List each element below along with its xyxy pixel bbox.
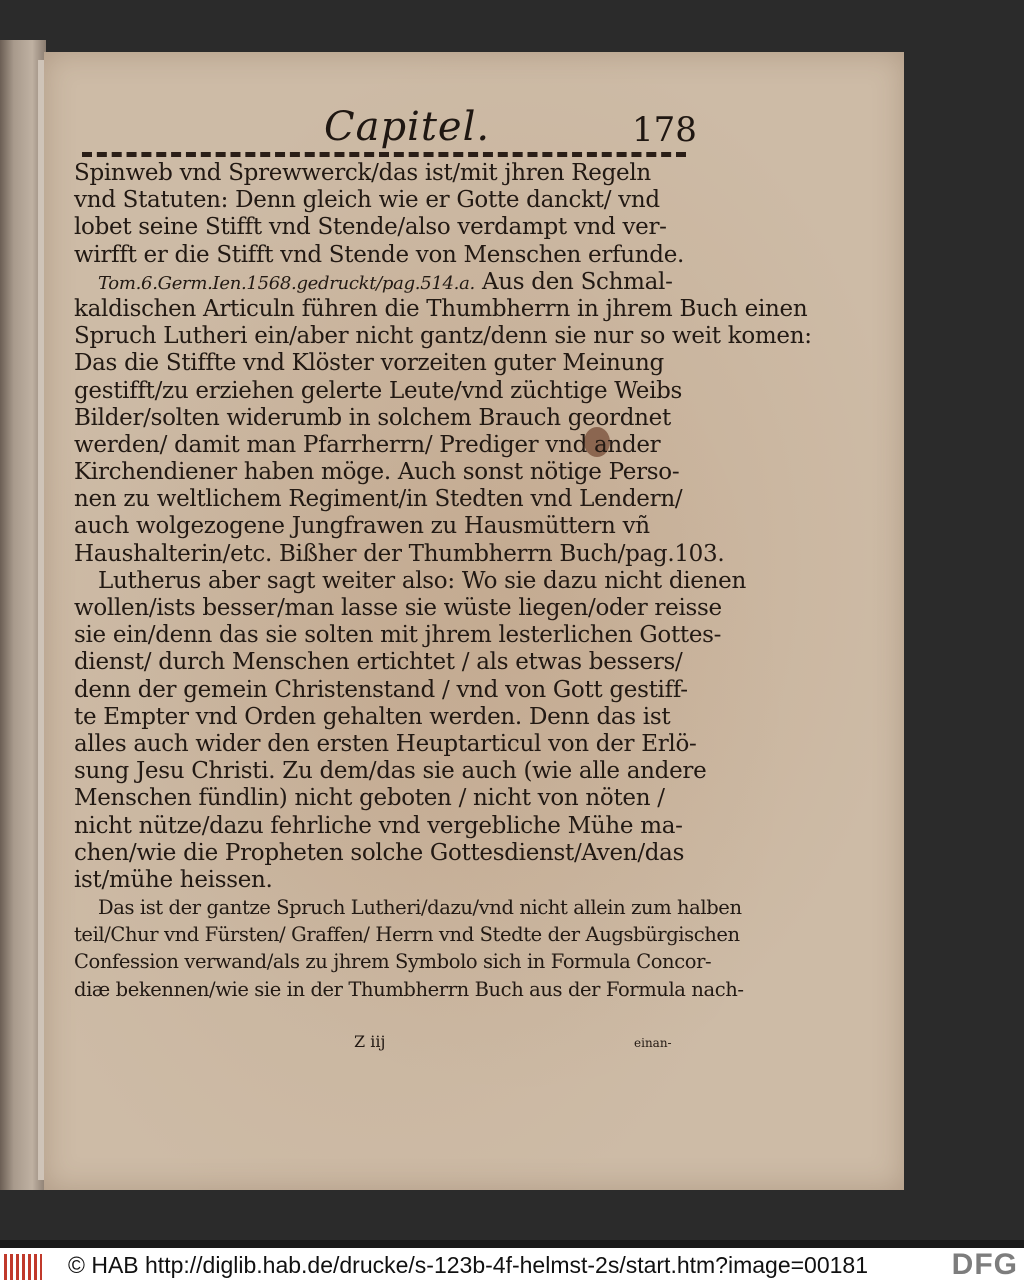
footer-link[interactable]: © HAB http://diglib.hab.de/drucke/s-123b-4f-helmst-2s/start.htm?image=00181 <box>68 1252 869 1278</box>
text-span: Aus den Schmal- <box>481 268 673 295</box>
text-line: kaldischen Articuln führen die Thumbherrn in jhrem Buch einen <box>74 295 808 322</box>
text-line: lobet seine Stifft vnd Stende/also verdampt vnd ver- <box>74 214 667 241</box>
text-line: wollen/ists besser/man lasse sie wüste liegen/oder reisse <box>74 595 722 621</box>
barcode-icon <box>4 1254 42 1280</box>
text-line: auch wolgezogene Jungfrawen zu Hausmüttern vñ <box>74 513 650 540</box>
signature-mark: Z iij <box>354 1032 386 1051</box>
text-line: Lutherus aber sagt weiter also: Wo sie dazu nicht dienen <box>98 567 746 594</box>
text-line: sie ein/denn das sie solten mit jhrem lesterlichen Gottes- <box>74 622 722 649</box>
text-line: Das ist der gantze Spruch Lutheri/dazu/vnd nicht allein zum halben <box>98 896 742 920</box>
book-page <box>44 52 904 1190</box>
running-head: Capitel. <box>324 104 491 150</box>
catchword: einan- <box>634 1036 672 1050</box>
small-paragraph <box>74 894 744 1003</box>
text-line: vnd Statuten: Denn gleich wie er Gotte danckt/ vnd <box>74 187 660 214</box>
text-line: Spruch Lutheri ein/aber nicht gantz/denn sie nur so weit komen: <box>74 323 812 350</box>
text-line: sung Jesu Christi. Zu dem/das sie auch (wie alle andere <box>74 758 707 785</box>
text-line: Spinweb vnd Sprewwerck/das ist/mit jhren Regeln <box>74 160 651 186</box>
text-line: chen/wie die Propheten solche Gottesdienst/Aven/das <box>74 839 685 866</box>
text-line: Haushalterin/etc. Bißher der Thumbherrn Buch/pag.103. <box>74 540 725 567</box>
text-line: Menschen fündlin) nicht geboten / nicht von nöten / <box>74 785 665 812</box>
margin-reference: Tom.6.Germ.Ien.1568.gedruckt/pag.514.a. <box>98 272 475 294</box>
page-header <box>44 104 904 154</box>
text-line: diæ bekennen/wie sie in der Thumbherrn Buch aus der Formula nach- <box>74 977 744 1001</box>
text-line <box>74 269 714 296</box>
body-text <box>74 160 812 1003</box>
text-line: teil/Chur vnd Fürsten/ Graffen/ Herrn vnd Stedte der Augsbürgischen <box>74 923 740 947</box>
text-line: denn der gemein Christenstand / vnd von Gott gestiff- <box>74 676 688 703</box>
text-line: Bilder/solten widerumb in solchem Brauch geordnet <box>74 404 671 431</box>
text-line: Das die Stiffte vnd Klöster vorzeiten guter Meinung <box>74 350 664 377</box>
text-line: alles auch wider den ersten Heuptarticul von der Erlö- <box>74 730 697 757</box>
text-line: Kirchendiener haben möge. Auch sonst nötige Perso- <box>74 459 680 486</box>
dfg-logo: DFG <box>951 1248 1018 1281</box>
footer-bar <box>0 1248 1024 1285</box>
text-line: nicht nütze/dazu fehrliche vnd vergebliche Mühe ma- <box>74 812 683 839</box>
text-line: ist/mühe heissen. <box>74 866 273 893</box>
text-line: wirfft er die Stifft vnd Stende von Menschen erfunde. <box>74 241 685 268</box>
text-line: werden/ damit man Pfarrherrn/ Prediger vnd ander <box>74 431 661 458</box>
text-line: gestifft/zu erziehen gelerte Leute/vnd züchtige Weibs <box>74 377 683 404</box>
text-line: nen zu weltlichem Regiment/in Stedten vnd Lendern/ <box>74 486 683 513</box>
text-line: te Empter vnd Orden gehalten werden. Denn das ist <box>74 703 671 730</box>
page-number: 178 <box>632 110 697 150</box>
text-line: dienst/ durch Menschen ertichtet / als etwas bessers/ <box>74 649 683 676</box>
header-rule <box>82 152 686 157</box>
text-line: Confession verwand/als zu jhrem Symbolo sich in Formula Concor- <box>74 950 712 974</box>
